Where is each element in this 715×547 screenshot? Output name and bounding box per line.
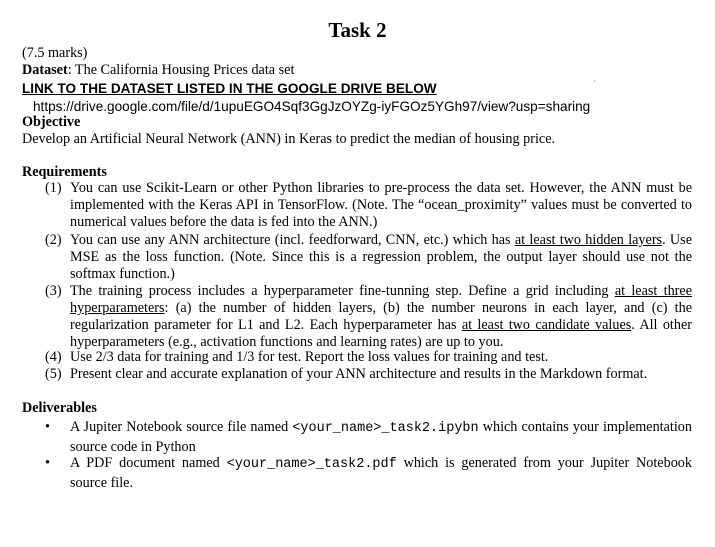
link-heading: LINK TO THE DATASET LISTED IN THE GOOGLE DRIVE BELOW (22, 81, 437, 96)
requirement-item-1 (45, 180, 692, 231)
file-name-code: <your_name>_task2.ipybn (292, 421, 479, 436)
item-text: . All other hyperparameters (e.g., activation functions and learning rates) are up to you. (70, 317, 692, 351)
item-number: (2) (45, 232, 62, 248)
file-name-code: <your_name>_task2.pdf (226, 457, 397, 472)
item-text: A Jupiter Notebook source file named (70, 419, 293, 435)
deliverable-item-2 (45, 454, 692, 492)
item-text: : (a) the number of hidden layers, (b) the number neurons in each layer, and (c) the regularization parameter for L1 and L2. Each hyperparameter has (70, 300, 692, 334)
dataset-value: : The California Housing Prices data set (67, 62, 295, 78)
item-text: You can use any ANN architecture (incl. feedforward, CNN, etc.) which has (70, 232, 515, 248)
item-text: You can use Scikit-Learn or other Python libraries to pre-process the data set. However, the ANN must be implemented with the Keras API in TensorFlow. (Note. The “ocean_proximity” values must be converted to numerical values before the data is fed into the ANN.) (70, 180, 692, 231)
item-text: which is generated from your Jupiter Notebook source file. (70, 455, 692, 491)
deliverables-heading: Deliverables (22, 400, 97, 416)
item-text: which contains your implementation source code in Python (70, 419, 692, 455)
item-number: (3) (45, 283, 62, 299)
requirement-item-5 (45, 366, 692, 383)
item-text: A PDF document named (70, 455, 227, 471)
requirements-heading: Requirements (22, 164, 107, 180)
requirement-item-4 (45, 349, 692, 366)
deliverable-item-1 (45, 418, 692, 456)
requirement-item-3 (45, 283, 692, 351)
item-text: The training process includes a hyperparameter fine-tunning step. Define a grid including (70, 283, 615, 299)
item-text: Use 2/3 data for training and 1/3 for test. Report the loss values for training and test. (70, 349, 549, 365)
bullet-icon: • (45, 419, 50, 435)
item-text: Present clear and accurate explanation of your ANN architecture and results in the Markdown format. (70, 366, 648, 382)
dataset-label: Dataset (22, 62, 68, 78)
item-number: (1) (45, 180, 62, 196)
item-underlined: at least two hidden layers (514, 232, 663, 248)
marks-text: (7.5 marks) (22, 45, 88, 61)
dataset-url[interactable]: https://drive.google.com/file/d/1upuEGO4Sqf3GgJzOYZg-iyFGOz5YGh97/view?usp=sharing (33, 99, 591, 114)
bullet-icon: • (45, 455, 50, 471)
objective-heading: Objective (22, 114, 81, 130)
item-number: (4) (45, 349, 62, 365)
item-number: (5) (45, 366, 62, 382)
item-underlined: at least two candidate values (461, 317, 632, 334)
item-text: . Use MSE as the loss function. (Note. Since this is a regression problem, the output layer should use not the softmax function.) (70, 232, 692, 283)
stray-mark: ` (593, 80, 597, 91)
dataset-line (22, 62, 294, 79)
objective-text: Develop an Artificial Neural Network (ANN) in Keras to predict the median of housing price. (22, 131, 556, 147)
requirement-item-2 (45, 232, 692, 283)
page-title: Task 2 (328, 18, 387, 42)
item-underlined: at least three hyperparameters (70, 283, 693, 317)
